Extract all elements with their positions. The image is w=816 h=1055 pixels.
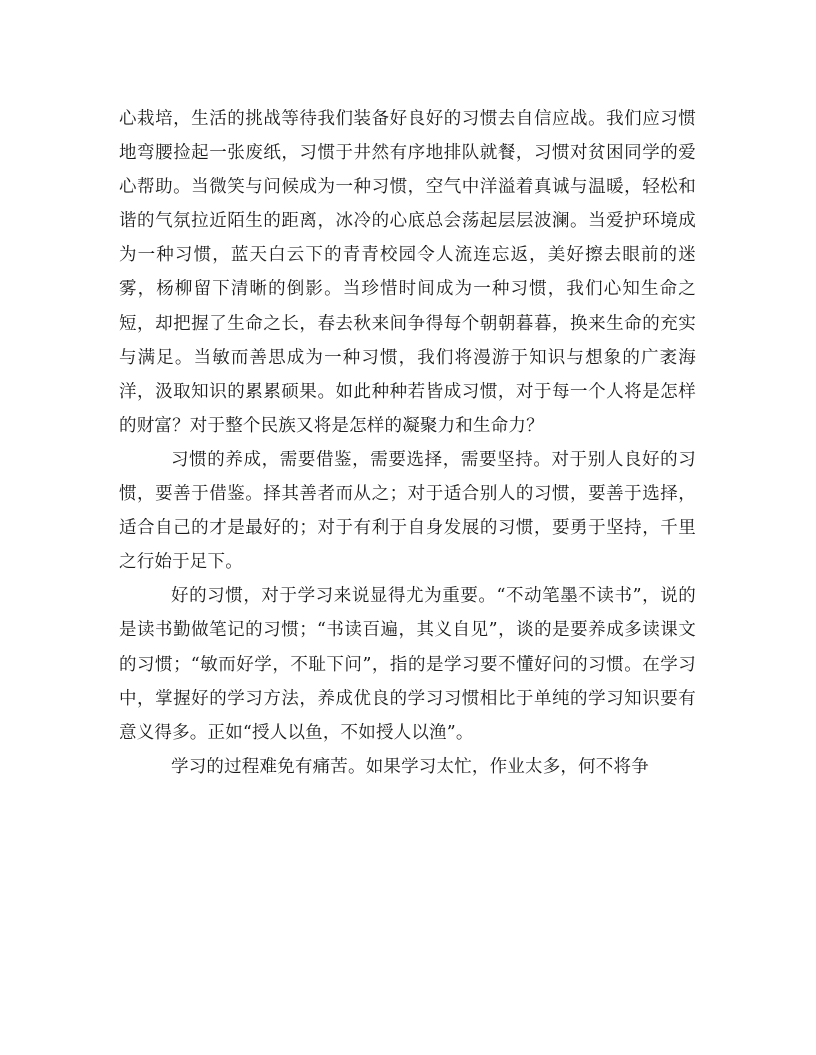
document-body <box>119 102 696 784</box>
paragraph-1: 心栽培，生活的挑战等待我们装备好良好的习惯去自信应战。我们应习惯地弯腰捡起一张废纸，习惯于井然有序地排队就餐，习惯对贫困同学的爱心帮助。当微笑与问候成为一种习惯，空气中洋溢着真诚与温暖，轻松和谐的气氛拉近陌生的距离，冰冷的心底总会荡起层层波澜。当爱护环境成为一种习惯，蓝天白云下的青青校园令人流连忘返，美好擦去眼前的迷雾，杨柳留下清晰的倒影。当珍惜时间成为一种习惯，我们心知生命之短，却把握了生命之长，春去秋来间争得每个朝朝暮暮，换来生命的充实与满足。当敏而善思成为一种习惯，我们将漫游于知识与想象的广袤海洋，汲取知识的累累硕果。如此种种若皆成习惯，对于每一个人将是怎样的财富？对于整个民族又将是怎样的凝聚力和生命力？ <box>119 109 696 436</box>
paragraph-2: 习惯的养成，需要借鉴，需要选择，需要坚持。对于别人良好的习惯，要善于借鉴。择其善者而从之；对于适合别人的习惯，要善于选择，适合自己的才是最好的；对于有利于自身发展的习惯，要勇于坚持，千里之行始于足下。 <box>119 449 696 573</box>
paragraph-4: 学习的过程难免有痛苦。如果学习太忙，作业太多，何不将争 <box>171 756 649 777</box>
paragraph-3: 好的习惯，对于学习来说显得尤为重要。“不动笔墨不读书”，说的是读书勤做笔记的习惯；“书读百遍，其义自见”，谈的是要养成多读课文的习惯；“敏而好学，不耻下问”，指的是学习要不懂好问的习惯。在学习中，掌握好的学习方法，养成优良的学习习惯相比于单纯的学习知识要有意义得多。正如“授人以鱼，不如授人以渔”。 <box>119 586 696 743</box>
